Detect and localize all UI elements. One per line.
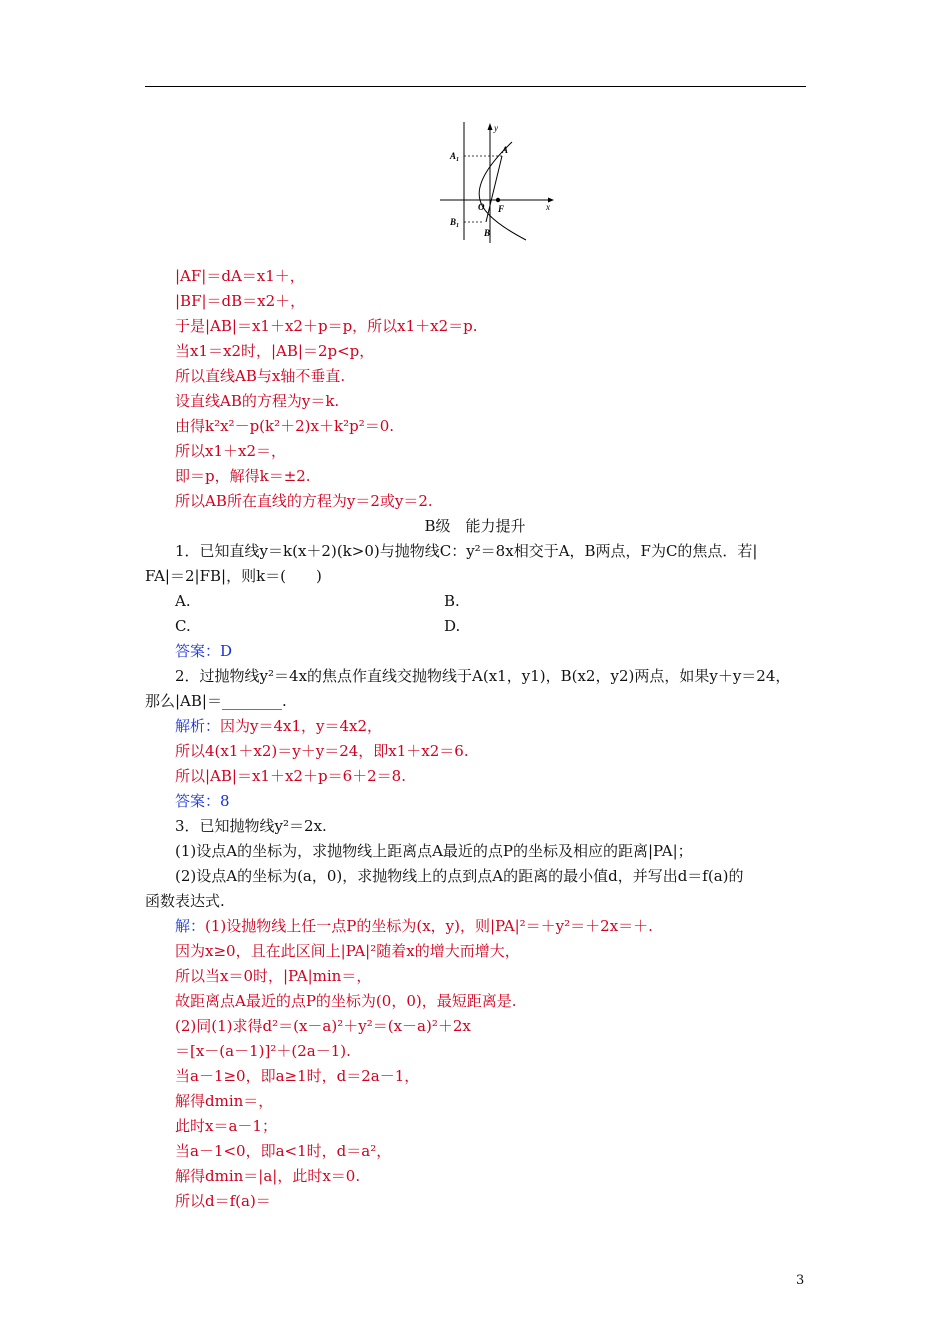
option-b: B. <box>444 592 460 610</box>
section-heading: B级 能力提升 <box>424 517 526 535</box>
point-b1-label: $B_1$ <box>450 217 460 229</box>
question-2-line-2: 那么|AB|＝________. <box>145 692 287 710</box>
solution-text: (1)设抛物线上任一点P的坐标为(x，y)，则|PA|²＝＋y²＝＋2x＝＋. <box>205 917 653 935</box>
solution-line-sum: 所以x1＋x2＝， <box>175 442 287 460</box>
question-1-line-2: FA|＝2|FB|，则k＝( ) <box>145 567 322 585</box>
option-c: C. <box>175 617 191 635</box>
y-axis-label: y <box>494 123 498 133</box>
point-a1-label: $A_1$ <box>450 151 460 163</box>
solution-line-equation: 设直线AB的方程为y＝k. <box>175 392 340 410</box>
focus-point <box>496 198 500 202</box>
solution-3-line-12: 所以d＝f(a)＝ <box>175 1192 271 1210</box>
solution-3-line-8: 解得dmin＝， <box>175 1092 274 1110</box>
question-3-part-1: (1)设点A的坐标为，求抛物线上距离点A最近的点P的坐标及相应的距离|PA|； <box>175 842 693 860</box>
solution-line-result: 所以AB所在直线的方程为y＝2或y＝2. <box>175 492 433 510</box>
solution-3-line-4: 故距离点A最近的点P的坐标为(0，0)，最短距离是. <box>175 992 517 1010</box>
focus-label: F <box>498 204 505 214</box>
header-rule <box>145 86 806 87</box>
point-a-label: A <box>502 145 509 155</box>
x-axis-label: x <box>546 202 550 212</box>
parabola-curve <box>479 142 526 240</box>
analysis-label: 解析： <box>175 717 221 735</box>
solution-3-line-1 <box>175 916 653 936</box>
question-3-part-2-line-1: (2)设点A的坐标为(a，0)，求抛物线上的点到点A的距离的最小值d，并写出d＝f(a)的 <box>175 867 744 885</box>
origin-label: O <box>478 202 485 212</box>
solution-line-case: 当x1＝x2时，|AB|＝2p<p， <box>175 342 375 360</box>
solution-3-line-9: 此时x＝a－1； <box>175 1117 277 1135</box>
analysis-2-line-3: 所以|AB|＝x1＋x2＋p＝6＋2＝8. <box>175 767 406 785</box>
answer-2: 答案：8 <box>175 792 230 810</box>
solution-3-line-6: ＝[x－(a－1)]²＋(2a－1). <box>175 1042 351 1060</box>
solution-3-line-5: (2)同(1)求得d²＝(x－a)²＋y²＝(x－a)²＋2x <box>175 1017 471 1035</box>
analysis-2-line-1 <box>175 716 382 736</box>
solution-line-af: |AF|＝dA＝x1＋， <box>175 267 305 285</box>
solution-3-line-7: 当a－1≥0，即a≥1时，d＝2a－1， <box>175 1067 420 1085</box>
solution-3-line-11: 解得dmin＝|a|，此时x＝0. <box>175 1167 361 1185</box>
question-3-part-2-line-2: 函数表达式. <box>145 892 225 910</box>
analysis-2-line-2: 所以4(x1＋x2)＝y＋y＝24，即x1＋x2＝6. <box>175 742 469 760</box>
option-d: D. <box>444 617 461 635</box>
point-b-label: B <box>484 228 491 238</box>
solution-3-line-10: 当a－1<0，即a<1时，d＝a²， <box>175 1142 392 1160</box>
answer-1: 答案：D <box>175 642 233 660</box>
solution-line-ab-sum: 于是|AB|＝x1＋x2＋p＝p，所以x1＋x2＝p. <box>175 317 478 335</box>
parabola-figure <box>440 118 560 243</box>
solution-3-line-2: 因为x≥0，且在此区间上|PA|²随着x的增大而增大， <box>175 942 520 960</box>
solution-line-quadratic: 由得k²x²－p(k²＋2)x＋k²p²＝0. <box>175 417 395 435</box>
solution-label: 解： <box>175 917 206 935</box>
solution-line-solve-k: 即＝p，解得k＝±2. <box>175 467 311 485</box>
solution-line-not-vertical: 所以直线AB与x轴不垂直. <box>175 367 346 385</box>
solution-line-bf: |BF|＝dB＝x2＋， <box>175 292 306 310</box>
question-2-line-1: 2．过抛物线y²＝4x的焦点作直线交抛物线于A(x1，y1)，B(x2，y2)两点，如果y＋y＝24， <box>175 667 791 685</box>
question-1-line-1: 1．已知直线y＝k(x＋2)(k>0)与抛物线C：y²＝8x相交于A，B两点，F为C的焦点．若| <box>175 542 758 560</box>
solution-3-line-3: 所以当x＝0时，|PA|min＝， <box>175 967 372 985</box>
question-3-stem: 3．已知抛物线y²＝2x. <box>175 817 327 835</box>
option-a: A. <box>175 592 191 610</box>
analysis-text: 因为y＝4x1，y＝4x2， <box>220 717 383 735</box>
page-number: 3 <box>796 1273 805 1288</box>
